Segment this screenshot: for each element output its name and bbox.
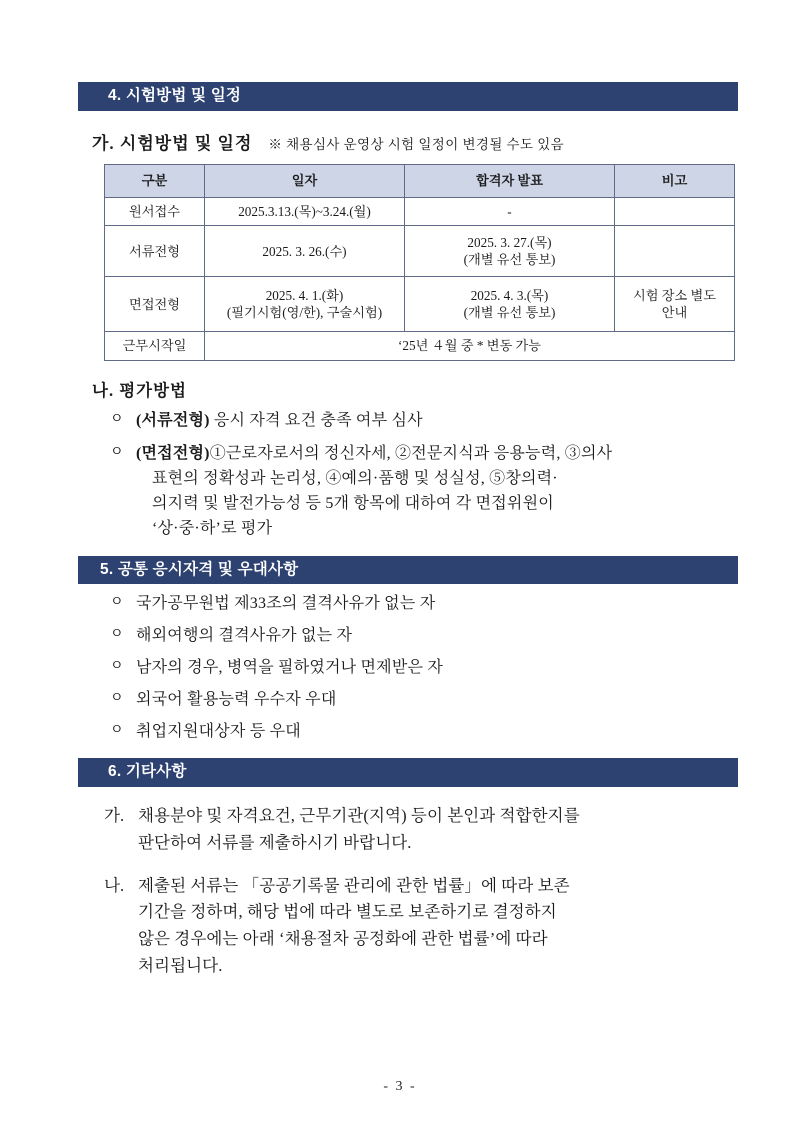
- list-item: ㅇ 남자의 경우, 병역을 필하였거나 면제받은 자: [102, 656, 738, 681]
- interview-screening-line3: 의지력 및 발전가능성 등 5개 항목에 대하여 각 면접위원이: [152, 495, 554, 513]
- cell-date-interview-line1: 2025. 4. 1.(화): [265, 287, 344, 303]
- paragraph-6-ga-body: [138, 803, 738, 856]
- list-item: ㅇ 국가공무원법 제33조의 결격사유가 없는 자: [102, 592, 738, 617]
- cell-result-interview-line1: 2025. 4. 3.(목): [470, 287, 549, 303]
- table-row: [105, 197, 735, 225]
- interview-screening-line4: ‘상·중·하’로 평가: [152, 519, 273, 537]
- schedule-table: [104, 164, 735, 361]
- cell-date-interview-line2: (필기시험(영/한), 구술시험): [226, 305, 383, 321]
- cell-result-interview: [405, 277, 615, 332]
- list-item: ㅇ 취업지원대상자 등 우대: [102, 720, 738, 745]
- subsection-heading-4-ga: [92, 129, 738, 154]
- paragraph-6-ga-mark: 가.: [104, 806, 125, 826]
- paragraph-6-ga-line2: 판단하여 서류를 제출하시기 바랍니다.: [138, 832, 412, 852]
- interview-screening-label: (면접전형): [136, 445, 210, 463]
- section-heading-4: 4. 시험방법 및 일정: [78, 82, 738, 111]
- cell-date-application: 2025.3.13.(목)~3.24.(월): [205, 197, 405, 225]
- table-row: [105, 332, 735, 360]
- interview-screening-line2: 표현의 정확성과 논리성, ④예의·품행 및 성실성, ⑤창의력·: [152, 470, 558, 488]
- table-header-row: [105, 164, 735, 197]
- paragraph-6-na-body: [138, 873, 738, 980]
- section-heading-5: 5. 공통 응시자격 및 우대사항: [78, 556, 738, 585]
- cell-result-interview-line2: (개별 유선 통보): [463, 305, 556, 321]
- subsection-4-ga-note: ※ 채용심사 운영상 시험 일정이 변경될 수도 있음: [268, 136, 565, 152]
- cell-gubun-interview: 면접전형: [105, 277, 205, 332]
- list-item: ㅇ 해외여행의 결격사유가 없는 자: [102, 624, 738, 649]
- page-number: - 3 -: [383, 1079, 417, 1094]
- table-header-note: 비고: [615, 164, 735, 197]
- paragraph-6-na-line4: 처리됩니다.: [138, 955, 223, 975]
- document-screening-label: (서류전형): [136, 411, 210, 429]
- cell-gubun-application: 원서접수: [105, 197, 205, 225]
- list-item: ㅇ 외국어 활용능력 우수자 우대: [102, 688, 738, 713]
- evaluation-method-list: [78, 409, 738, 542]
- table-header-gubun: 구분: [105, 164, 205, 197]
- cell-note-interview: [615, 277, 735, 332]
- interview-screening-line1: ①근로자로서의 정신자세, ②전문지식과 응용능력, ③의사: [209, 445, 613, 463]
- cell-result-document: [405, 226, 615, 277]
- paragraph-6-na-line3: 않은 경우에는 아래 ‘채용절차 공정화에 관한 법률’에 따라: [138, 929, 548, 949]
- cell-result-document-line1: 2025. 3. 27.(목): [467, 234, 552, 250]
- cell-result-application: -: [405, 197, 615, 225]
- paragraph-6-ga-line1: 채용분야 및 자격요건, 근무기관(지역) 등이 본인과 적합한지를: [138, 806, 580, 826]
- list-item-document-screening: [102, 409, 738, 434]
- paragraph-6-na-line2: 기간을 정하며, 해당 법에 따라 별도로 보존하기로 결정하지: [138, 902, 557, 922]
- table-row: [105, 277, 735, 332]
- paragraph-6-ga: [104, 803, 738, 856]
- common-qualification-list: [78, 592, 738, 744]
- document-screening-text: 응시 자격 요건 충족 여부 심사: [209, 411, 423, 429]
- cell-startdate-merged: ‘25년 ４월 중 * 변동 가능: [205, 332, 735, 360]
- cell-note-application: [615, 197, 735, 225]
- subsection-4-ga-label: 가. 시험방법 및 일정: [92, 133, 253, 153]
- cell-gubun-document: 서류전형: [105, 226, 205, 277]
- subsection-heading-4-na: 나. 평가방법: [92, 380, 187, 400]
- cell-date-document: 2025. 3. 26.(수): [205, 226, 405, 277]
- cell-note-interview-line1: 시험 장소 별도: [632, 287, 717, 303]
- cell-note-interview-line2: 안내: [661, 305, 688, 321]
- cell-date-interview: [205, 277, 405, 332]
- paragraph-6-na: [104, 873, 738, 980]
- cell-gubun-startdate: 근무시작일: [105, 332, 205, 360]
- paragraph-6-na-line1: 제출된 서류는 「공공기록물 관리에 관한 법률」에 따라 보존: [138, 875, 570, 895]
- table-header-result: 합격자 발표: [405, 164, 615, 197]
- document-content: [78, 82, 738, 980]
- section-heading-6: 6. 기타사항: [78, 758, 738, 787]
- list-item-interview-screening: [102, 442, 738, 541]
- cell-result-document-line2: (개별 유선 통보): [463, 252, 556, 268]
- table-header-date: 일자: [205, 164, 405, 197]
- table-row: [105, 226, 735, 277]
- cell-note-document: [615, 226, 735, 277]
- paragraph-6-na-mark: 나.: [104, 875, 125, 895]
